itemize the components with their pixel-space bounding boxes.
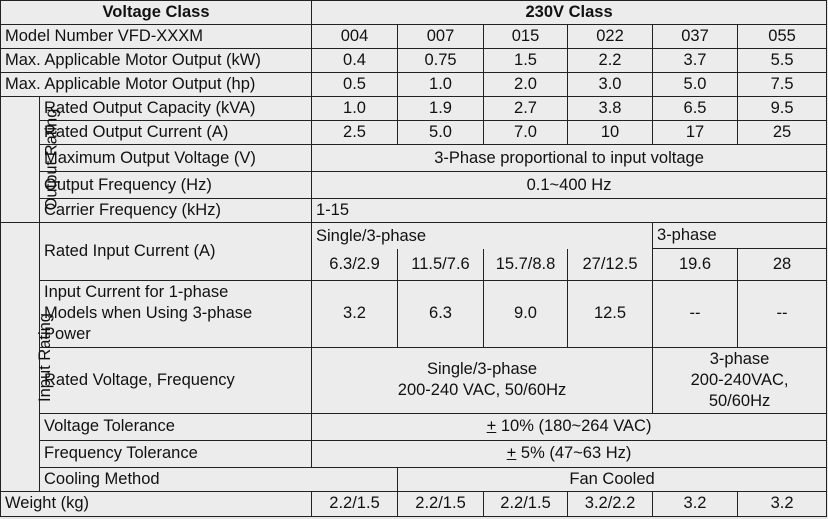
one-phase-input-cell: 3.2 — [312, 281, 398, 347]
output-frequency-value: 0.1~400 Hz — [312, 172, 827, 199]
rated-voltage-line: 3-phase — [709, 349, 770, 368]
voltage-class-row — [1, 1, 827, 25]
plus-minus-sign: + — [486, 417, 497, 436]
weight-cell: 3.2 — [738, 491, 827, 516]
model-cell: 015 — [484, 25, 568, 49]
output-current-cell: 2.5 — [312, 121, 398, 145]
output-capacity-label: Rated Output Capacity (kVA) — [40, 97, 312, 121]
output-current-cell: 10 — [568, 121, 653, 145]
voltage-class-value: 230V Class — [312, 1, 827, 25]
model-cell: 055 — [738, 25, 827, 49]
rated-voltage-line: 200-240VAC, — [690, 370, 789, 389]
input-current-label: Rated Input Current (A) — [40, 223, 312, 281]
carrier-frequency-row — [1, 199, 827, 223]
input-current-cell: 27/12.5 — [568, 249, 653, 281]
motor-kw-label: Max. Applicable Motor Output (kW) — [1, 49, 312, 73]
one-phase-input-cell: -- — [738, 281, 827, 347]
motor-kw-cell: 2.2 — [568, 49, 653, 73]
max-output-voltage-label: Maximum Output Voltage (V) — [40, 145, 312, 172]
input-current-cell: 11.5/7.6 — [398, 249, 484, 281]
output-frequency-row — [1, 172, 827, 199]
weight-cell: 2.2/1.5 — [484, 491, 568, 516]
one-phase-input-cell: -- — [653, 281, 738, 347]
weight-row — [1, 491, 827, 516]
output-capacity-cell: 1.0 — [312, 97, 398, 121]
input-current-cell: 19.6 — [653, 249, 738, 281]
output-current-cell: 5.0 — [398, 121, 484, 145]
output-current-cell: 25 — [738, 121, 827, 145]
weight-cell: 3.2 — [653, 491, 738, 516]
model-cell: 004 — [312, 25, 398, 49]
output-capacity-cell: 1.9 — [398, 97, 484, 121]
input-rating-group-label: Input Rating — [1, 223, 40, 491]
motor-hp-cell: 5.0 — [653, 73, 738, 97]
voltage-tolerance-label: Voltage Tolerance — [40, 413, 312, 440]
rated-voltage-line: 50/60Hz — [708, 391, 771, 410]
motor-hp-cell: 7.5 — [738, 73, 827, 97]
one-phase-input-cell: 9.0 — [484, 281, 568, 347]
weight-label: Weight (kg) — [1, 491, 312, 516]
output-current-label: Rated Output Current (A) — [40, 121, 312, 145]
cooling-value: Fan Cooled — [398, 467, 827, 491]
one-phase-input-label-line: Input Current for 1-phase — [44, 283, 229, 302]
output-capacity-cell: 3.8 — [568, 97, 653, 121]
motor-kw-row — [1, 49, 827, 73]
input-phase-three-label: 3-phase — [653, 223, 827, 249]
rated-voltage-row — [1, 347, 827, 413]
voltage-tolerance-row — [1, 413, 827, 440]
rated-voltage-line: 200-240 VAC, 50/60Hz — [397, 381, 567, 400]
rated-voltage-single-value — [312, 347, 653, 413]
one-phase-input-cell: 6.3 — [398, 281, 484, 347]
rated-voltage-line: Single/3-phase — [426, 360, 538, 379]
plus-minus-sign: + — [506, 444, 517, 463]
frequency-tolerance-value — [312, 440, 827, 467]
model-cell: 022 — [568, 25, 653, 49]
input-current-cell: 28 — [738, 249, 827, 281]
carrier-frequency-value: 1-15 — [312, 199, 827, 223]
input-current-phase-row — [1, 223, 827, 249]
model-row — [1, 25, 827, 49]
motor-hp-cell: 2.0 — [484, 73, 568, 97]
motor-kw-cell: 1.5 — [484, 49, 568, 73]
cooling-label: Cooling Method — [40, 467, 398, 491]
motor-kw-cell: 5.5 — [738, 49, 827, 73]
model-cell: 037 — [653, 25, 738, 49]
output-capacity-row — [1, 97, 827, 121]
input-phase-single-label: Single/3-phase — [312, 223, 653, 249]
max-output-voltage-row — [1, 145, 827, 172]
voltage-tolerance-text: 10% (180~264 VAC) — [496, 417, 652, 436]
voltage-class-label: Voltage Class — [1, 1, 312, 25]
weight-cell: 3.2/2.2 — [568, 491, 653, 516]
output-capacity-cell: 9.5 — [738, 97, 827, 121]
motor-kw-cell: 3.7 — [653, 49, 738, 73]
motor-hp-cell: 0.5 — [312, 73, 398, 97]
output-current-cell: 17 — [653, 121, 738, 145]
carrier-frequency-label: Carrier Frequency (kHz) — [40, 199, 312, 223]
frequency-tolerance-text: 5% (47~63 Hz) — [516, 444, 632, 463]
motor-hp-row — [1, 73, 827, 97]
output-current-row — [1, 121, 827, 145]
one-phase-input-row — [1, 281, 827, 347]
motor-hp-label: Max. Applicable Motor Output (hp) — [1, 73, 312, 97]
model-label: Model Number VFD-XXXM — [1, 25, 312, 49]
output-current-cell: 7.0 — [484, 121, 568, 145]
input-current-cell: 6.3/2.9 — [312, 249, 398, 281]
weight-cell: 2.2/1.5 — [312, 491, 398, 516]
model-cell: 007 — [398, 25, 484, 49]
one-phase-input-label-line: Models when Using 3-phase — [44, 304, 253, 323]
cooling-row — [1, 467, 827, 491]
output-frequency-label: Output Frequency (Hz) — [40, 172, 312, 199]
voltage-tolerance-value — [312, 413, 827, 440]
max-output-voltage-value: 3-Phase proportional to input voltage — [312, 145, 827, 172]
one-phase-input-label-line: Power — [44, 325, 91, 344]
output-capacity-cell: 2.7 — [484, 97, 568, 121]
frequency-tolerance-row — [1, 440, 827, 467]
motor-hp-cell: 3.0 — [568, 73, 653, 97]
output-rating-group-label: Output Rating — [1, 97, 40, 223]
rated-voltage-label: Rated Voltage, Frequency — [40, 347, 312, 413]
input-current-cell: 15.7/8.8 — [484, 249, 568, 281]
one-phase-input-cell: 12.5 — [568, 281, 653, 347]
frequency-tolerance-label: Frequency Tolerance — [40, 440, 312, 467]
rated-voltage-three-value — [653, 347, 827, 413]
weight-cell: 2.2/1.5 — [398, 491, 484, 516]
output-capacity-cell: 6.5 — [653, 97, 738, 121]
motor-kw-cell: 0.75 — [398, 49, 484, 73]
motor-kw-cell: 0.4 — [312, 49, 398, 73]
one-phase-input-label — [40, 281, 312, 347]
motor-hp-cell: 1.0 — [398, 73, 484, 97]
